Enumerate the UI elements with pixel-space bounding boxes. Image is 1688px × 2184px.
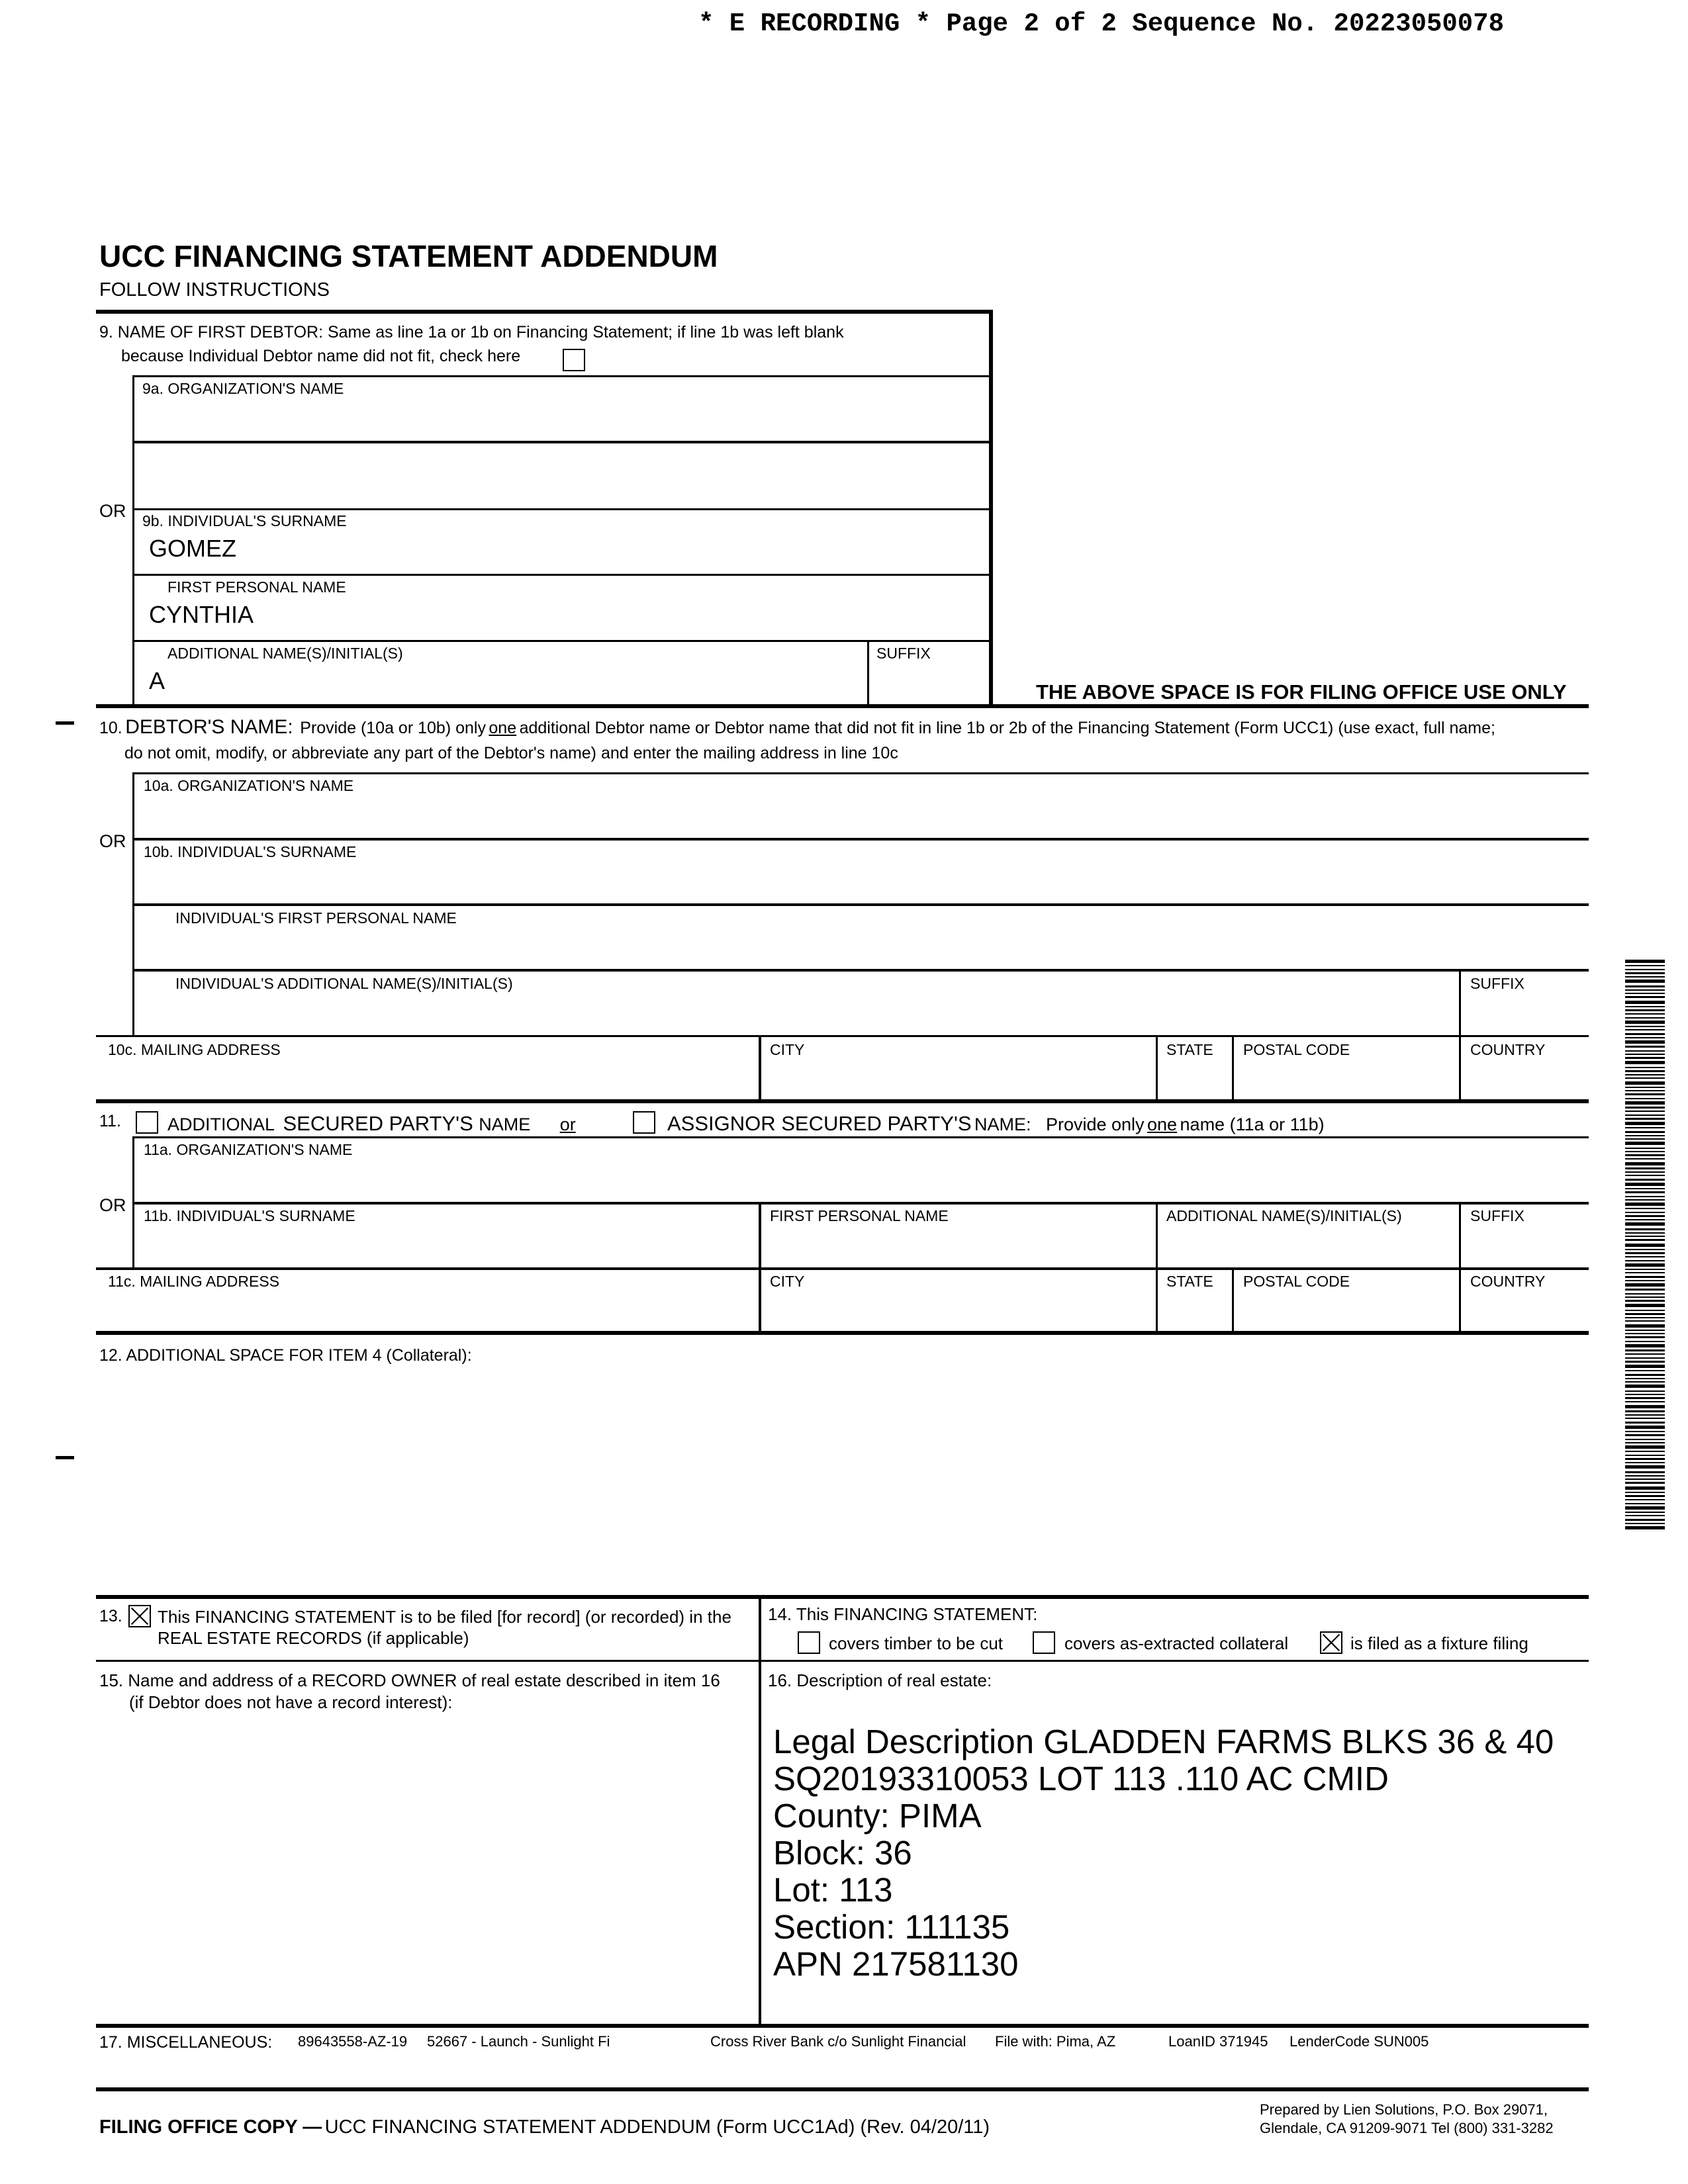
barcode-bar [1625,1272,1665,1273]
item11-additional-label: ADDITIONAL [167,1115,275,1134]
barcode-bar [1625,1320,1665,1322]
barcode-bar [1625,1111,1665,1112]
barcode-bar [1625,1040,1665,1044]
item11-num: 11. [99,1112,121,1130]
barcode-bar [1625,1280,1665,1281]
barcode-bar [1625,960,1665,963]
item17-lender: LenderCode SUN005 [1289,2033,1429,2050]
barcode-bar [1625,1175,1665,1176]
barcode-bar [1625,1503,1665,1504]
item10-text-one: one [489,719,517,737]
barcode-bar [1625,1138,1665,1140]
barcode [1625,960,1665,1532]
filing-office-note: THE ABOVE SPACE IS FOR FILING OFFICE USE ONLY [1036,680,1567,704]
barcode-bar [1625,1324,1665,1328]
item17-desc: 52667 - Launch - Sunlight Fi [427,2033,610,2050]
debtor-first-name-value: CYNTHIA [149,601,254,628]
item13-num: 13. [99,1607,122,1625]
item9-suffix-label: SUFFIX [876,645,931,662]
item17-bank: Cross River Bank c/o Sunlight Financial [710,2033,966,2050]
barcode-bar [1625,1445,1665,1449]
real-estate-line: Lot: 113 [773,1871,893,1909]
barcode-bar [1625,1054,1665,1055]
item10-state-label: STATE [1166,1041,1213,1058]
item10-num: 10. [99,719,122,737]
fixture-filing-label: is filed as a fixture filing [1350,1633,1528,1653]
form-title: UCC FINANCING STATEMENT ADDENDUM [99,239,718,273]
barcode-bar [1625,1442,1665,1443]
item14-label: 14. This FINANCING STATEMENT: [768,1604,1038,1624]
item9-check-here-checkbox[interactable] [563,349,585,371]
fixture-filing-checkbox[interactable] [1320,1631,1342,1654]
barcode-bar [1625,1037,1665,1038]
barcode-bar [1625,1101,1665,1105]
barcode-bar [1625,1426,1665,1429]
barcode-bar [1625,1475,1665,1477]
barcode-bar [1625,1244,1665,1247]
debtor-additional-value: A [149,667,165,694]
barcode-bar [1625,1167,1665,1169]
barcode-bar [1625,979,1665,983]
barcode-bar [1625,1455,1665,1456]
item10-line2: do not omit, modify, or abbreviate any part of the Debtor's name) and enter the mailing address in line 10c [124,744,898,762]
barcode-bar [1625,1344,1665,1347]
item12-label: 12. ADDITIONAL SPACE FOR ITEM 4 (Collateral): [99,1346,472,1365]
barcode-bar [1625,1006,1665,1007]
barcode-bar [1625,1183,1665,1186]
barcode-bar [1625,1061,1665,1064]
timber-label: covers timber to be cut [829,1633,1003,1653]
item13-line2: REAL ESTATE RECORDS (if applicable) [158,1628,469,1648]
barcode-bar [1625,1479,1665,1480]
barcode-bar [1625,985,1665,987]
item10b-label: 10b. INDIVIDUAL'S SURNAME [144,843,357,860]
barcode-bar [1625,1263,1665,1267]
real-estate-line: County: PIMA [773,1797,982,1835]
real-estate-line: Legal Description GLADDEN FARMS BLKS 36 & 40 [773,1723,1554,1760]
item11b-label: 11b. INDIVIDUAL'S SURNAME [144,1207,355,1224]
barcode-bar [1625,993,1665,994]
barcode-bar [1625,1492,1665,1493]
barcode-bar [1625,1434,1665,1436]
barcode-bar [1625,1519,1665,1521]
barcode-bar [1625,1228,1665,1230]
barcode-bar [1625,1317,1665,1318]
barcode-bar [1625,1276,1665,1278]
barcode-bar [1625,965,1665,966]
item11-secured-label: SECURED PARTY'S [283,1112,473,1135]
barcode-bar [1625,1239,1665,1241]
barcode-bar [1625,1131,1665,1133]
real-estate-description [773,1723,1554,1983]
footer-form-name: UCC FINANCING STATEMENT ADDENDUM (Form UCC1Ad) (Rev. 04/20/11) [324,2116,990,2138]
barcode-bar [1625,1385,1665,1388]
footer-prepared-address: Glendale, CA 91209-9071 Tel (800) 331-3282 [1260,2120,1554,2136]
item11-assignor-label: ASSIGNOR SECURED PARTY'S [667,1112,972,1135]
barcode-bar [1625,1304,1665,1307]
barcode-bar [1625,1070,1665,1072]
barcode-bar [1625,1365,1665,1368]
barcode-bar [1625,1390,1665,1392]
item15-line2: (if Debtor does not have a record interest): [129,1692,453,1712]
barcode-bar [1625,1057,1665,1059]
item11-provide-one: one [1147,1115,1178,1134]
item10-heading-line [99,716,1495,739]
item11-name-colon: NAME: [974,1115,1031,1134]
item11-heading-line [99,1112,121,1131]
real-estate-line: Block: 36 [773,1834,912,1872]
barcode-bar [1625,1422,1665,1424]
barcode-bar [1625,1021,1665,1024]
barcode-bar [1625,1199,1665,1201]
barcode-bar [1625,1090,1665,1091]
barcode-bar [1625,1074,1665,1075]
barcode-bar [1625,1135,1665,1136]
barcode-bar [1625,1098,1665,1099]
barcode-bar [1625,972,1665,974]
item11-additional-label-field: ADDITIONAL NAME(S)/INITIAL(S) [1166,1207,1402,1224]
barcode-bar [1625,1067,1665,1068]
barcode-bar [1625,1418,1665,1419]
item11-first-label: FIRST PERSONAL NAME [770,1207,949,1224]
barcode-bar [1625,1215,1665,1217]
barcode-bar [1625,1310,1665,1311]
barcode-bar [1625,1465,1665,1469]
barcode-bar [1625,1115,1665,1116]
item10-or: OR [99,831,126,851]
recording-header: * E RECORDING * Page 2 of 2 Sequence No. 20223050078 [698,9,1504,38]
barcode-bar [1625,1252,1665,1254]
barcode-bar [1625,1033,1665,1035]
barcode-bar [1625,1506,1665,1510]
item10-country-label: COUNTRY [1470,1041,1546,1058]
as-extracted-checkbox[interactable] [1033,1631,1055,1654]
item17-ref: 89643558-AZ-19 [298,2033,408,2050]
barcode-bar [1625,1333,1665,1334]
barcode-bar [1625,976,1665,978]
barcode-bar [1625,1313,1665,1315]
barcode-bar [1625,1013,1665,1015]
barcode-bar [1625,1118,1665,1120]
barcode-bar [1625,1397,1665,1399]
barcode-bar [1625,1191,1665,1193]
barcode-bar [1625,1107,1665,1109]
item9b-label: 9b. INDIVIDUAL'S SURNAME [142,512,347,529]
barcode-bar [1625,1046,1665,1048]
barcode-bar [1625,989,1665,991]
item11-postal-label: POSTAL CODE [1243,1273,1350,1290]
barcode-bar [1625,1029,1665,1030]
barcode-bar [1625,1451,1665,1452]
barcode-bar [1625,1256,1665,1257]
barcode-bar [1625,1081,1665,1085]
barcode-bar [1625,1336,1665,1338]
barcode-bar [1625,1222,1665,1226]
item17-loan: LoanID 371945 [1168,2033,1268,2050]
barcode-bar [1625,1330,1665,1331]
barcode-bar [1625,1188,1665,1189]
barcode-bar [1625,1300,1665,1302]
barcode-bar [1625,1077,1665,1079]
real-estate-line: APN 217581130 [773,1945,1019,1983]
barcode-bar [1625,1401,1665,1402]
item11c-label: 11c. MAILING ADDRESS [108,1273,280,1290]
item17-file-with: File with: Pima, AZ [995,2033,1116,2050]
barcode-bar [1625,1249,1665,1250]
item11-or: or [559,1115,576,1134]
barcode-bar [1625,1151,1665,1152]
barcode-bar [1625,1087,1665,1088]
item10-first-label: INDIVIDUAL'S FIRST PERSONAL NAME [175,909,457,927]
barcode-bar [1625,1405,1665,1408]
item11-provide-b: name (11a or 11b) [1180,1115,1325,1134]
item10c-label: 10c. MAILING ADDRESS [108,1041,281,1058]
barcode-bar [1625,1219,1665,1220]
barcode-bar [1625,1462,1665,1463]
real-estate-line: Section: 111135 [773,1908,1010,1946]
item9-first-name-label: FIRST PERSONAL NAME [167,578,346,596]
item13-real-estate-checkbox[interactable] [128,1605,151,1627]
barcode-bar [1625,1208,1665,1209]
barcode-bar [1625,1162,1665,1165]
barcode-bar [1625,1341,1665,1342]
item10-additional-label: INDIVIDUAL'S ADDITIONAL NAME(S)/INITIAL(S) [175,975,513,992]
barcode-bar [1625,1050,1665,1052]
barcode-bar [1625,1512,1665,1513]
form-subtitle: FOLLOW INSTRUCTIONS [99,279,330,300]
barcode-bar [1625,1458,1665,1460]
barcode-bar [1625,1212,1665,1213]
barcode-bar [1625,1374,1665,1376]
barcode-bar [1625,969,1665,970]
item9-heading: 9. NAME OF FIRST DEBTOR: Same as line 1a or 1b on Financing Statement; if line 1b was left blank [99,323,844,341]
barcode-bar [1625,1394,1665,1395]
item13-line1: This FINANCING STATEMENT is to be filed [for record] (or recorded) in the [158,1607,731,1627]
barcode-bar [1625,1357,1665,1359]
barcode-bar [1625,1196,1665,1197]
assignor-secured-party-checkbox[interactable] [633,1111,655,1134]
barcode-bar [1625,1499,1665,1500]
barcode-bar [1625,1353,1665,1355]
barcode-bar [1625,1439,1665,1440]
item11-name-label: NAME [479,1115,531,1134]
as-extracted-label: covers as-extracted collateral [1064,1633,1289,1653]
debtor-surname-value: GOMEZ [149,535,236,562]
barcode-bar [1625,1495,1665,1497]
barcode-bar [1625,1349,1665,1351]
item16-label: 16. Description of real estate: [768,1670,992,1690]
barcode-bar [1625,1289,1665,1291]
barcode-bar [1625,1158,1665,1160]
footer-left [99,2116,990,2138]
barcode-bar [1625,1526,1665,1529]
item9-additional-label: ADDITIONAL NAME(S)/INITIAL(S) [167,645,403,662]
footer-filing-copy: FILING OFFICE COPY — [99,2116,322,2138]
barcode-bar [1625,1017,1665,1019]
barcode-bar [1625,1154,1665,1156]
item10-suffix-label: SUFFIX [1470,975,1524,992]
timber-checkbox[interactable] [798,1631,820,1654]
item15-line1: 15. Name and address of a RECORD OWNER of real estate described in item 16 [99,1670,720,1690]
item9-or: OR [99,501,126,521]
barcode-bar [1625,1482,1665,1484]
barcode-bar [1625,1370,1665,1371]
barcode-bar [1625,1283,1665,1287]
barcode-bar [1625,1297,1665,1298]
barcode-bar [1625,1410,1665,1412]
item11-or-side: OR [99,1195,126,1215]
barcode-bar [1625,1142,1665,1145]
barcode-bar [1625,1171,1665,1173]
item11-suffix-label: SUFFIX [1470,1207,1524,1224]
item10-city-label: CITY [770,1041,805,1058]
barcode-bar [1625,1127,1665,1128]
barcode-bar [1625,1269,1665,1270]
barcode-bar [1625,1515,1665,1516]
barcode-bar [1625,1232,1665,1234]
additional-secured-party-checkbox[interactable] [136,1111,158,1134]
item9-heading-line2: because Individual Debtor name did not fit, check here [121,347,521,365]
item10-text-b: additional Debtor name or Debtor name that did not fit in line 1b or 2b of the Financing Statement (Form UCC1) (use exact, full name; [519,719,1495,737]
barcode-bar [1625,1026,1665,1027]
item11-city-label: CITY [770,1273,805,1290]
item11-country-label: COUNTRY [1470,1273,1546,1290]
barcode-bar [1625,1414,1665,1416]
barcode-bar [1625,1471,1665,1473]
footer-prepared-by: Prepared by Lien Solutions, P.O. Box 29071, [1260,2101,1548,2118]
barcode-bar [1625,1001,1665,1004]
item10-postal-label: POSTAL CODE [1243,1041,1350,1058]
barcode-bar [1625,1378,1665,1379]
item17-label: 17. MISCELLANEOUS: [99,2033,273,2052]
real-estate-line: SQ20193310053 LOT 113 .110 AC CMID [773,1760,1389,1797]
item10-heading: DEBTOR'S NAME: [125,716,293,738]
barcode-bar [1625,1361,1665,1363]
item10a-label: 10a. ORGANIZATION'S NAME [144,777,354,794]
barcode-bar [1625,996,1665,998]
barcode-bar [1625,1236,1665,1237]
barcode-bar [1625,1179,1665,1181]
item11-provide-a: Provide only [1045,1115,1145,1134]
barcode-bar [1625,1009,1665,1011]
barcode-bar [1625,1486,1665,1490]
barcode-bar [1625,1293,1665,1295]
barcode-bar [1625,1381,1665,1383]
barcode-bar [1625,1523,1665,1524]
barcode-bar [1625,1093,1665,1095]
item11a-label: 11a. ORGANIZATION'S NAME [144,1141,353,1158]
item9a-label: 9a. ORGANIZATION'S NAME [142,380,344,397]
barcode-bar [1625,1148,1665,1149]
barcode-bar [1625,1260,1665,1261]
item10-text-a: Provide (10a or 10b) only [300,719,486,737]
item11-state-label: STATE [1166,1273,1213,1290]
barcode-bar [1625,1431,1665,1432]
barcode-bar [1625,1203,1665,1206]
barcode-bar [1625,1122,1665,1125]
